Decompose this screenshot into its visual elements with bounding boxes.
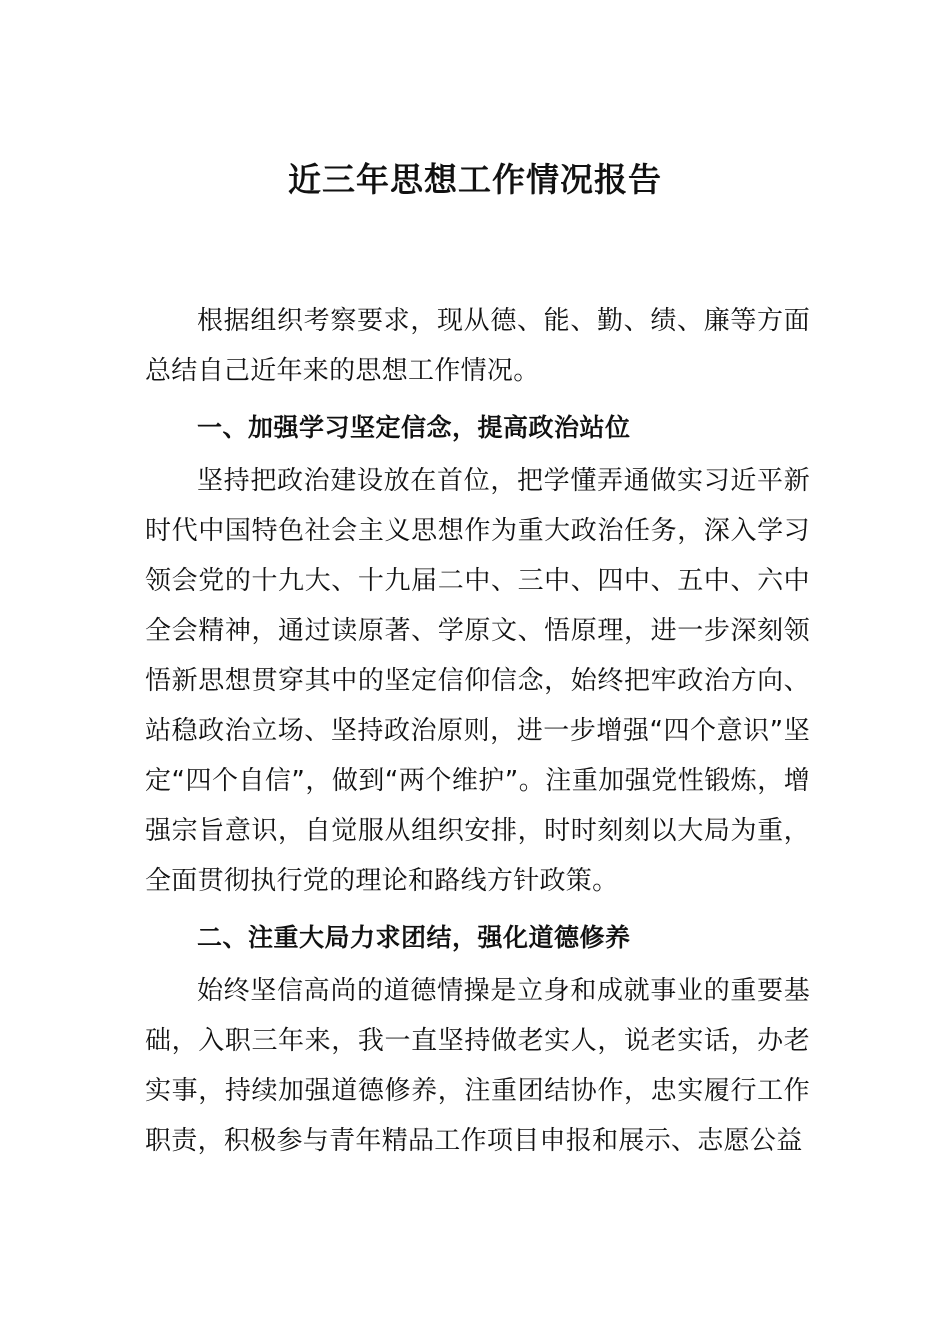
section-1-paragraph: 坚持把政治建设放在首位，把学懂弄通做实习近平新时代中国特色社会主义思想作为重大政治任务，深入学习领会党的十九大、十九届二中、三中、四中、五中、六中全会精神，通过读原著、学原文、悟原理，进一步深刻领悟新思想贯穿其中的坚定信仰信念，始终把牢政治方向、站稳政治立场、坚持政治原则，进一步增强“四个意识”坚定“四个自信”，做到“两个维护”。注重加强党性锻炼，增强宗旨意识，自觉服从组织安排，时时刻刻以大局为重，全面贯彻执行党的理论和路线方针政策。 [145, 466, 810, 896]
section-1-heading: 一、加强学习坚定信念，提高政治站位 [197, 413, 631, 442]
intro-paragraph: 根据组织考察要求，现从德、能、勤、绩、廉等方面总结自己近年来的思想工作情况。 [145, 306, 810, 386]
section-2-paragraph: 始终坚信高尚的道德情操是立身和成就事业的重要基础，入职三年来，我一直坚持做老实人，说老实话，办老实事，持续加强道德修养，注重团结协作，忠实履行工作职责，积极参与青年精品工作项目申报和展示、志愿公益 [145, 976, 810, 1156]
document-title: 近三年思想工作情况报告 [288, 160, 662, 199]
document-body [145, 296, 810, 1166]
section-2-heading: 二、注重大局力求团结，强化道德修养 [197, 923, 631, 952]
